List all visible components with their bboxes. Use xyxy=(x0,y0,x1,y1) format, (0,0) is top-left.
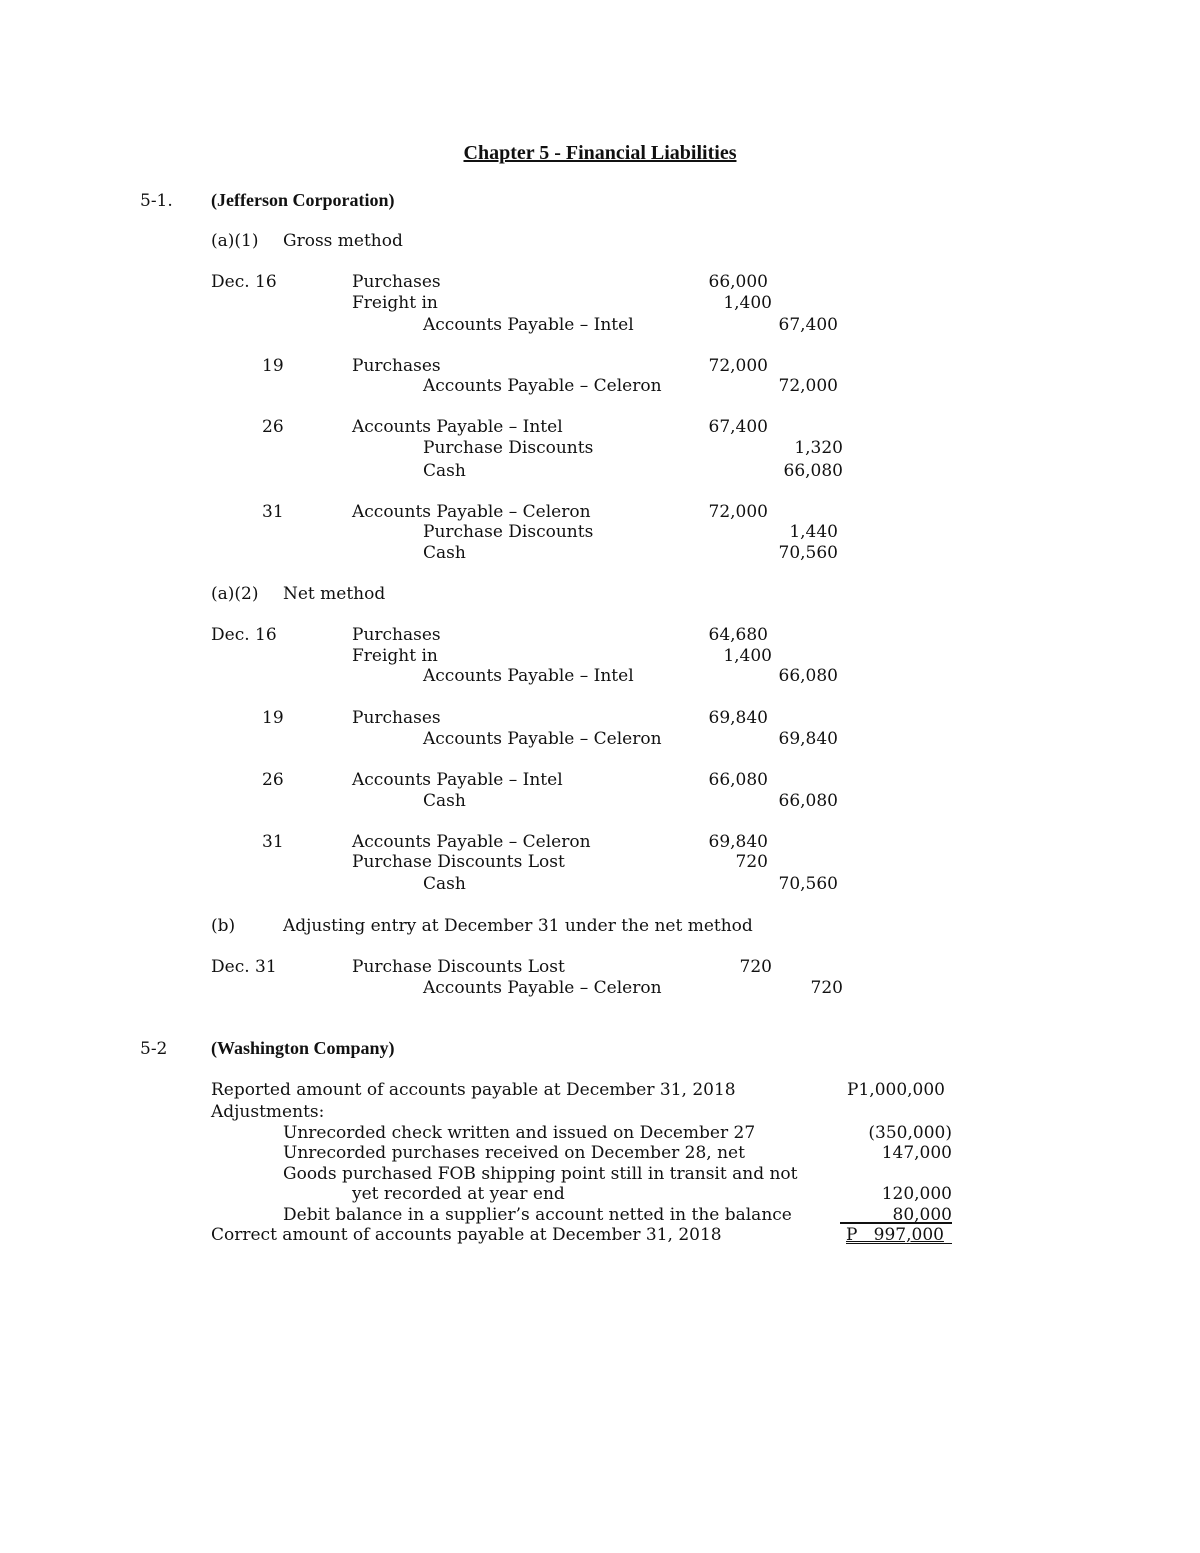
entry-date: Dec. 31 xyxy=(211,957,277,977)
debit-amount: 67,400 xyxy=(708,417,768,437)
adjustments-label: Adjustments: xyxy=(211,1102,325,1122)
section-label: (a)(2) xyxy=(211,584,259,604)
account-credit: Accounts Payable – Celeron xyxy=(423,729,662,749)
account-credit: Purchase Discounts xyxy=(423,438,594,458)
adjustment-value: 120,000 xyxy=(881,1184,952,1204)
adjustment-label: Unrecorded purchases received on December 28, net xyxy=(283,1143,745,1163)
account-credit: Purchase Discounts xyxy=(423,522,594,542)
adjustment-label: Unrecorded check written and issued on December 27 xyxy=(283,1123,756,1143)
debit-amount: 72,000 xyxy=(708,356,768,376)
credit-amount: 66,080 xyxy=(778,791,838,811)
account-debit: Purchase Discounts Lost xyxy=(352,957,565,977)
credit-amount: 70,560 xyxy=(778,543,838,563)
entry-date: Dec. 16 xyxy=(211,272,277,292)
debit-amount: 1,400 xyxy=(723,293,772,313)
account-debit: Freight in xyxy=(352,293,438,313)
account-credit: Accounts Payable – Intel xyxy=(423,666,634,686)
account-credit: Cash xyxy=(423,874,466,894)
reported-label: Reported amount of accounts payable at December 31, 2018 xyxy=(211,1080,736,1100)
debit-amount: 69,840 xyxy=(708,832,768,852)
credit-amount: 66,080 xyxy=(778,666,838,686)
account-credit: Cash xyxy=(423,791,466,811)
problem-heading: (Washington Company) xyxy=(211,1038,395,1058)
account-debit: Freight in xyxy=(352,646,438,666)
account-credit: Cash xyxy=(423,461,466,481)
section-label: (b) xyxy=(211,916,236,936)
credit-amount: 1,320 xyxy=(794,438,843,458)
correct-label: Correct amount of accounts payable at December 31, 2018 xyxy=(211,1225,722,1245)
entry-date: 19 xyxy=(262,356,284,376)
section-title: Adjusting entry at December 31 under the net method xyxy=(283,916,753,936)
total-double-rule xyxy=(846,1243,952,1244)
account-credit: Accounts Payable – Celeron xyxy=(423,376,662,396)
account-debit: Accounts Payable – Celeron xyxy=(352,832,591,852)
adjustment-value: (350,000) xyxy=(868,1123,952,1143)
total-rule xyxy=(840,1222,952,1224)
reported-value: P1,000,000 xyxy=(847,1080,945,1100)
debit-amount: 72,000 xyxy=(708,502,768,522)
problem-number: 5-1. xyxy=(140,191,173,211)
correct-value: P 997,000 xyxy=(846,1225,944,1245)
debit-amount: 64,680 xyxy=(708,625,768,645)
adjustment-label-continued: yet recorded at year end xyxy=(352,1184,565,1204)
credit-amount: 66,080 xyxy=(783,461,843,481)
section-label: (a)(1) xyxy=(211,231,259,251)
account-credit: Accounts Payable – Intel xyxy=(423,315,634,335)
adjustment-label: Debit balance in a supplier’s account netted in the balance xyxy=(283,1205,792,1225)
section-title: Net method xyxy=(283,584,386,604)
credit-amount: 67,400 xyxy=(778,315,838,335)
credit-amount: 1,440 xyxy=(789,522,838,542)
entry-date: Dec. 16 xyxy=(211,625,277,645)
account-credit: Accounts Payable – Celeron xyxy=(423,978,662,998)
entry-date: 26 xyxy=(262,417,284,437)
account-debit: Purchases xyxy=(352,272,441,292)
debit-amount: 66,080 xyxy=(708,770,768,790)
account-debit: Accounts Payable – Intel xyxy=(352,770,563,790)
debit-amount: 69,840 xyxy=(708,708,768,728)
account-debit: Accounts Payable – Celeron xyxy=(352,502,591,522)
page-title: Chapter 5 - Financial Liabilities xyxy=(463,142,737,164)
entry-date: 31 xyxy=(262,832,284,852)
credit-amount: 70,560 xyxy=(778,874,838,894)
entry-date: 31 xyxy=(262,502,284,522)
account-debit: Purchases xyxy=(352,708,441,728)
credit-amount: 72,000 xyxy=(778,376,838,396)
entry-date: 19 xyxy=(262,708,284,728)
credit-amount: 720 xyxy=(810,978,843,998)
account-debit: Purchase Discounts Lost xyxy=(352,852,565,872)
account-debit: Purchases xyxy=(352,625,441,645)
account-credit: Cash xyxy=(423,543,466,563)
adjustment-label: Goods purchased FOB shipping point still in transit and not xyxy=(283,1164,798,1184)
entry-date: 26 xyxy=(262,770,284,790)
problem-number: 5-2 xyxy=(140,1039,168,1059)
problem-heading: (Jefferson Corporation) xyxy=(211,190,395,210)
account-debit: Accounts Payable – Intel xyxy=(352,417,563,437)
debit-amount: 1,400 xyxy=(723,646,772,666)
section-title: Gross method xyxy=(283,231,403,251)
account-debit: Purchases xyxy=(352,356,441,376)
credit-amount: 69,840 xyxy=(778,729,838,749)
debit-amount: 720 xyxy=(735,852,768,872)
adjustment-value: 80,000 xyxy=(892,1205,952,1225)
debit-amount: 66,000 xyxy=(708,272,768,292)
adjustment-value: 147,000 xyxy=(881,1143,952,1163)
debit-amount: 720 xyxy=(739,957,772,977)
